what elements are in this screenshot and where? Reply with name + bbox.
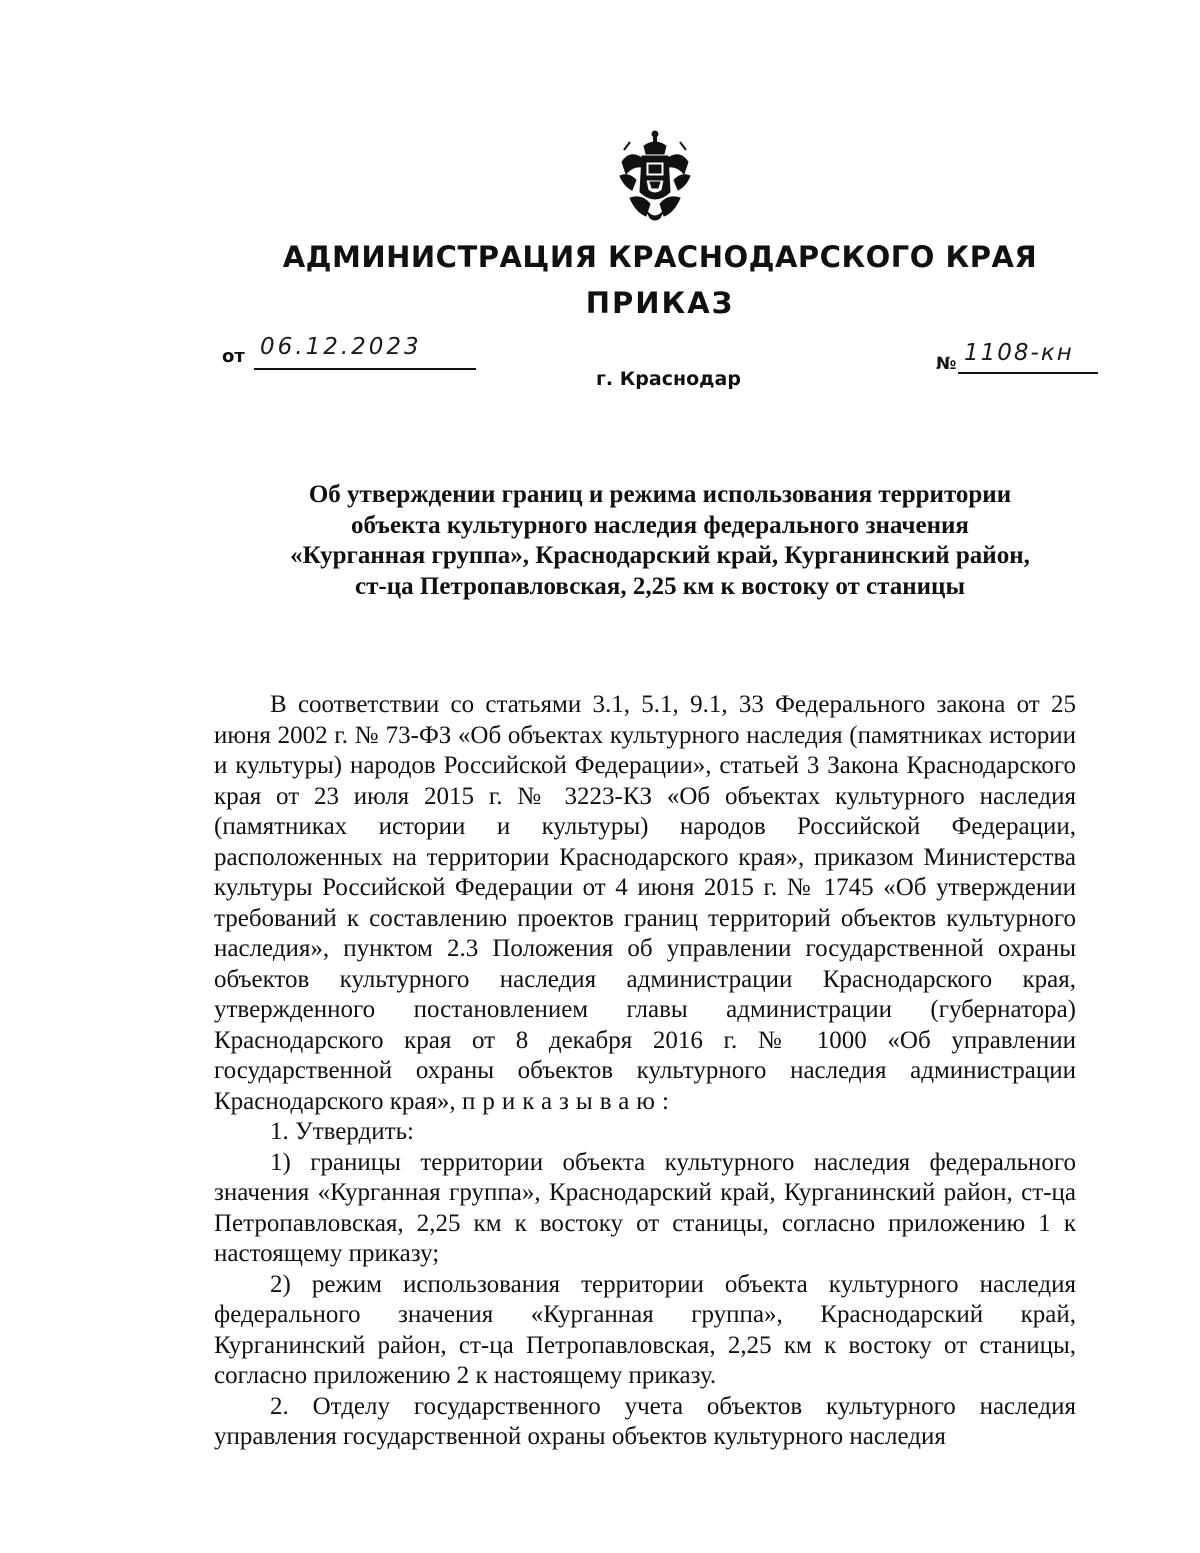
item-2: 2. Отделу государственного учета объектов культурного наследия управления государственной охраны объектов культурного наследия [214, 1392, 1076, 1450]
title-line: Об утверждении границ и режима использования территории [308, 481, 1012, 508]
preamble-text: В соответствии со статьями 3.1, 5.1, 9.1, 33 Федерального закона от 25 июня 2002 г. № 73-ФЗ «Об объектах культурного наследия (памятниках истории и культуры) народов Российской Федерации», статьей 3 Закона Краснодарского края от 23 июля 2015 г. № 3223-КЗ «Об объектах культурного наследия (памятниках истории и культуры) народов Российской Федерации, расположенных на территории Краснодарского края», приказом Министерства культуры Российской Федерации от 4 июня 2015 г. № 1745 «Об утверждении требований к составлению проектов границ территорий объектов культурного наследия», пунктом 2.3 Положения об управлении государственной охраны объектов культурного наследия администрации Краснодарского края, утвержденного постановлением главы администрации (губернатора) Краснодарского края от 8 декабря 2016 г. № 1000 «Об управлении государственной охраны объектов культурного наследия администрации Краснодарского края», [214, 691, 1076, 1115]
handwritten-date: 06.12.2023 [260, 334, 422, 360]
organization-title: АДМИНИСТРАЦИЯ КРАСНОДАРСКОГО КРАЯ [282, 240, 1038, 274]
handwritten-number: 1108-кн [964, 340, 1074, 366]
item-1-1: 1) границы территории объекта культурного наследия федерального значения «Курганная группа», Краснодарский край, Курганинский район, ст-ца Петропавловская, 2,25 км к востоку от станицы, согласно приложению 1 к настоящему приказу; [214, 1148, 1076, 1267]
date-label: от [222, 346, 245, 367]
title-line: ст-ца Петропавловская, 2,25 км к востоку от станицы [355, 572, 965, 600]
coat-of-arms-emblem [616, 128, 694, 222]
title-line: объекта культурного наследия федерального значения [351, 511, 969, 539]
item-1: 1. Утвердить: [270, 1118, 414, 1145]
order-title [200, 480, 1120, 602]
order-word: приказываю [461, 1087, 662, 1115]
number-label: № [936, 354, 957, 374]
city: г. Краснодар [596, 368, 741, 390]
preamble-paragraph: В соответствии со статьями 3.1, 5.1, 9.1, 33 Федерального закона от 25 июня 2002 г. № 73-ФЗ «Об объектах культурного наследия (памятниках истории и культуры) народов Российской Федерации», статьей 3 Закона Краснодарского края от 23 июля 2015 г. № 3223-КЗ «Об объектах культурного наследия (памятниках истории и культуры) народов Российской Федерации, расположенных на территории Краснодарского края», приказом Министерства культуры Российской Федерации от 4 июня 2015 г. № 1745 «Об утверждении требований к составлению проектов границ территорий объектов культурного наследия», пунктом 2.3 Положения об управлении государственной охраны объектов культурного наследия администрации Краснодарского края, утвержденного постановлением главы администрации (губернатора) Краснодарского края от 8 декабря 2016 г. № 1000 «Об управлении государственной охраны объектов культурного наследия администрации Краснодарского края», приказываю: [214, 691, 1076, 1115]
item-1-2: 2) режим использования территории объекта культурного наследия федерального значения «Курганная группа», Краснодарский край, Курганинский район, ст-ца Петропавловская, 2,25 км к востоку от станицы, согласно приложению 2 к настоящему приказу. [214, 1270, 1076, 1389]
order-body [214, 690, 1076, 1453]
document-type: ПРИКАЗ [585, 286, 735, 320]
title-line: «Курганная группа», Краснодарский край, Курганинский район, [290, 542, 1030, 569]
